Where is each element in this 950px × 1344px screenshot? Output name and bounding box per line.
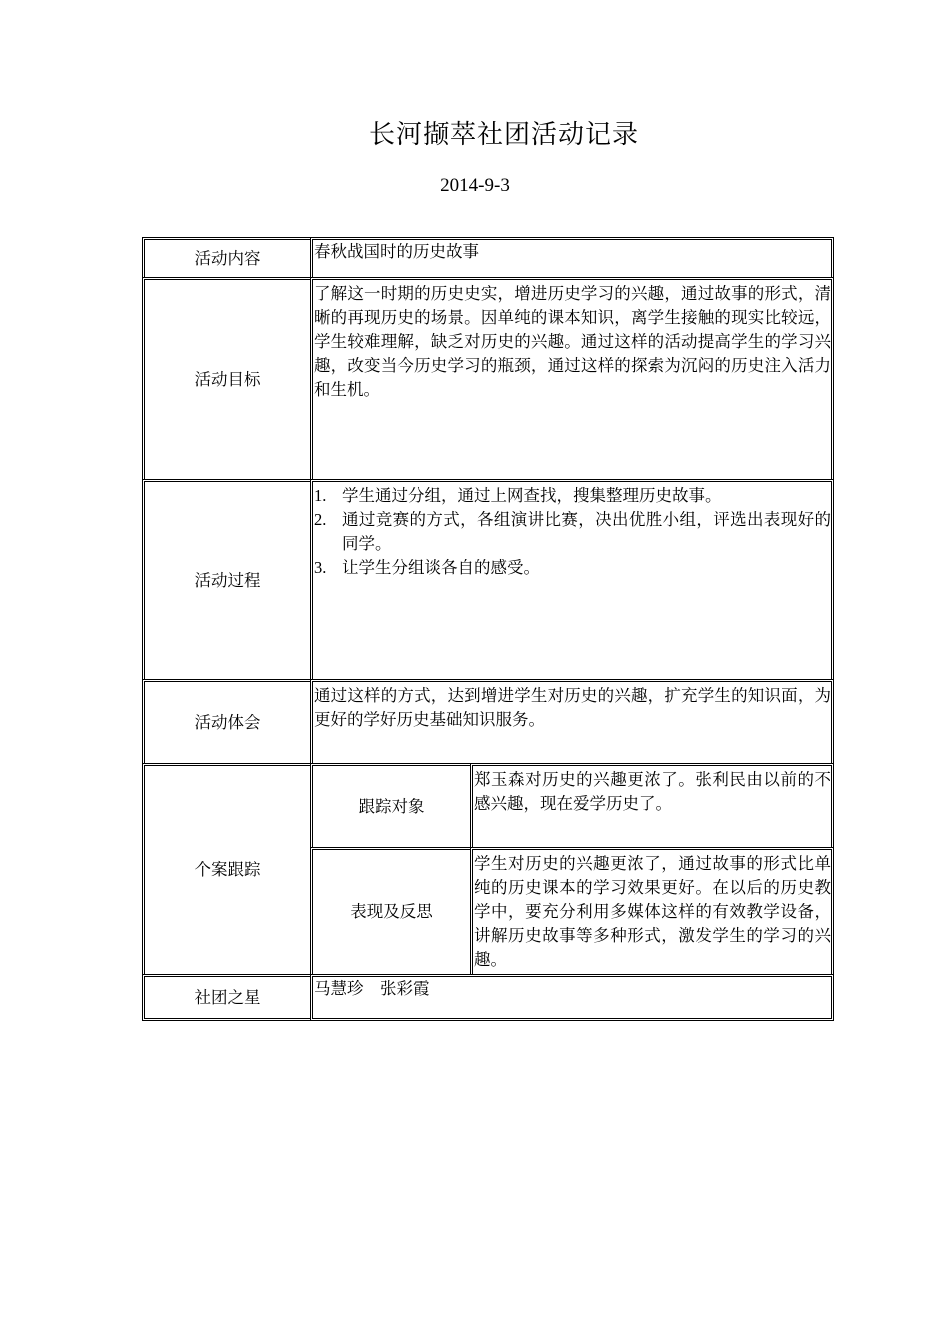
reflection-text: 学生对历史的兴趣更浓了，通过故事的形式比单纯的历史课本的学习效果更好。在以后的历史教学中，要充分利用多媒体这样的有效教学设备，讲解历史故事等多种形式，激发学生的学习的兴趣。 (474, 854, 831, 969)
club-star-label-text: 社团之星 (194, 987, 261, 1007)
tracking-target-text: 郑玉森对历史的兴趣更浓了。张利民由以前的不感兴趣，现在爱学历史了。 (474, 770, 831, 813)
activity-process-value (310, 479, 834, 682)
activity-goal-value (310, 277, 834, 482)
case-tracking-label (142, 763, 313, 977)
activity-content-label (142, 237, 313, 280)
activity-experience-text: 通过这样的方式，达到增进学生对历史的兴趣，扩充学生的知识面，为更好的学好历史基础知识服务。 (314, 686, 831, 729)
process-step-number: 3. (314, 558, 327, 577)
process-step (314, 508, 831, 556)
tracking-target-label (310, 763, 473, 850)
tracking-target-label-text: 跟踪对象 (358, 796, 425, 816)
activity-process-label-text: 活动过程 (194, 570, 261, 590)
reflection-label-text: 表现及反思 (350, 902, 433, 921)
case-tracking-label-text: 个案跟踪 (194, 860, 261, 879)
process-step-number: 2. (314, 510, 327, 529)
activity-goal-text: 了解这一时期的历史史实，增进历史学习的兴趣，通过故事的形式，清晰的再现历史的场景。因单纯的课本知识，离学生接触的现实比较远，学生较难理解，缺乏对历史的兴趣。通过这样的活动提高学生的学习兴趣，改变当今历史学习的瓶颈，通过这样的探索为沉闷的历史注入活力和生机。 (314, 284, 831, 399)
process-steps-list (314, 484, 831, 580)
reflection-label (310, 847, 473, 977)
process-step-text: 学生通过分组，通过上网查找，搜集整理历史故事。 (342, 486, 722, 505)
document-title: 长河撷萃社团活动记录 (368, 120, 639, 150)
activity-record-table (142, 237, 834, 1021)
process-step-number: 1. (314, 486, 327, 505)
club-star-names: 马慧珍 张彩霞 (314, 979, 430, 998)
activity-goal-label (142, 277, 313, 482)
activity-experience-label-text: 活动体会 (194, 712, 261, 732)
process-step (314, 556, 831, 580)
reflection-value (470, 847, 834, 977)
activity-process-label (142, 479, 313, 682)
activity-content-value (310, 237, 834, 280)
tracking-target-value (470, 763, 834, 850)
process-step-text: 让学生分组谈各自的感受。 (342, 558, 540, 577)
activity-content-label-text: 活动内容 (194, 248, 261, 268)
record-date: 2014-9-3 (440, 175, 510, 196)
club-star-value (310, 974, 834, 1021)
activity-experience-value (310, 679, 834, 766)
process-step-text: 通过竞赛的方式，各组演讲比赛，决出优胜小组，评选出表现好的同学。 (342, 510, 831, 553)
club-star-label (142, 974, 313, 1021)
process-step (314, 484, 831, 508)
activity-goal-label-text: 活动目标 (194, 369, 261, 389)
activity-content-text: 春秋战国时的历史故事 (314, 242, 479, 261)
activity-experience-label (142, 679, 313, 766)
